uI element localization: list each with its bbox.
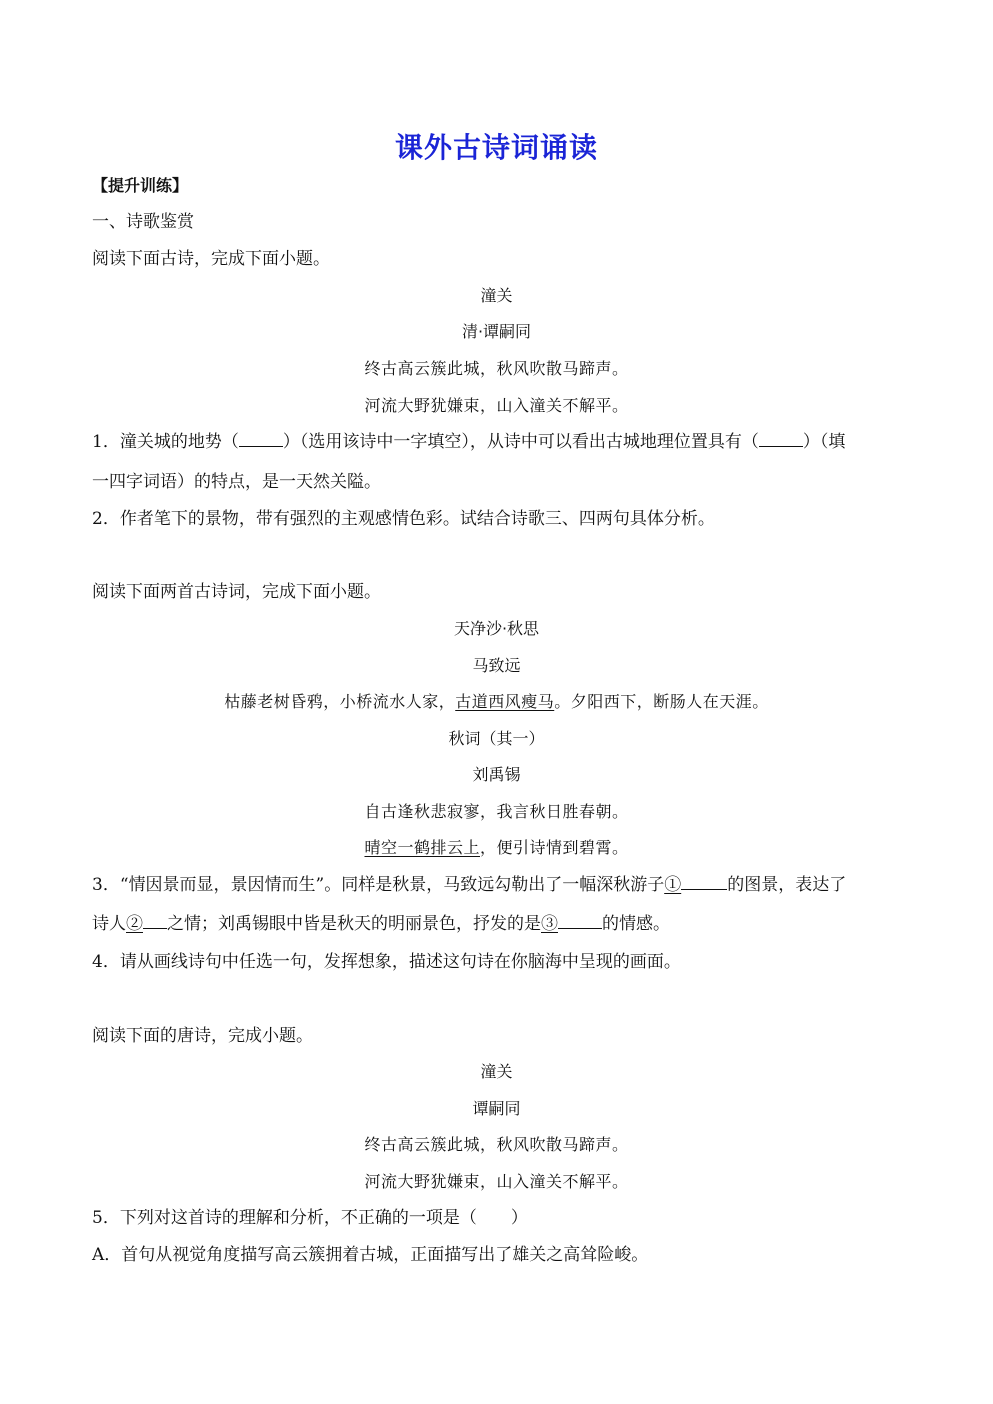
q1-blank2[interactable] [759,430,803,447]
question-3-line2 [92,912,670,936]
q1-blank1[interactable] [239,430,283,447]
q1-part1: 1．潼关城的地势（ [92,432,239,452]
intro-1-text: 阅读下面古诗，完成下面小题。 [92,249,330,269]
q3-blank1[interactable] [681,873,727,890]
poem2-line-a: 枯藤老树昏鸦，小桥流水人家， [224,692,456,711]
q3-blank3[interactable] [558,912,602,929]
poem3-underlined-line: 晴空一鹤排云上 [364,838,480,857]
poem1-line1: 终古高云簇此城，秋风吹散马蹄声。 [364,359,629,378]
poem3-author: 刘禹锡 [472,765,521,784]
page-title: 课外古诗词诵读 [394,131,598,164]
question-5: 5．下列对这首诗的理解和分析，不正确的一项是（ ） [92,1208,528,1228]
q3-line2-a: 诗人 [92,914,126,934]
q3-line2-b: 之情；刘禹锡眼中皆是秋天的明丽景色，抒发的是 [167,914,541,934]
question-1-line2: 一四字词语）的特点，是一天然关隘。 [92,472,381,492]
q3-blank3-label: ③ [541,914,558,934]
q3-blank2[interactable] [143,912,167,929]
poem3-line2 [0,836,993,860]
q1-part3: ）（填 [802,432,846,452]
poem2-underlined-line: 古道西风瘦马 [455,692,555,711]
poem3-title: 秋词（其一） [448,729,545,748]
q3-part1: 3．“情因景而显，景因情而生”。同样是秋景，马致远勾勒出了一幅深秋游子 [92,875,665,895]
poem2-line-b: 。夕阳西下，断肠人在天涯。 [554,692,769,711]
poem1-line2: 河流大野犹嫌束，山入潼关不解平。 [364,396,629,415]
question-1 [92,430,845,454]
question-3 [92,873,846,897]
poem4-title: 潼关 [480,1062,513,1081]
poem3-line2-rest: ，便引诗情到碧霄。 [480,838,629,857]
intro-text-1 [92,247,330,271]
poem4-line2: 河流大野犹嫌束，山入潼关不解平。 [364,1172,629,1191]
poem2-author: 马致远 [472,656,521,675]
poem2-title: 天净沙·秋思 [453,619,540,638]
question-4: 4．请从画线诗句中任选一句，发挥想象，描述这句诗在你脑海中呈现的画面。 [92,952,681,972]
q3-part2: 的图景，表达了 [727,875,847,895]
poem1-author: 清·谭嗣同 [461,322,532,341]
poem1-title: 潼关 [480,286,513,305]
poem4-author: 谭嗣同 [472,1099,521,1118]
q3-line2-c: 的情感。 [602,914,670,934]
q1-part2: ）（选用该诗中一字填空），从诗中可以看出古城地理位置具有（ [282,432,759,452]
part-heading: 一、诗歌鉴赏 [92,212,194,232]
poem4-line1: 终古高云簇此城，秋风吹散马蹄声。 [364,1135,629,1154]
q3-blank2-label: ② [126,914,143,934]
intro-text-2: 阅读下面两首古诗词，完成下面小题。 [92,582,381,602]
poem3-line1: 自古逢秋悲寂寥，我言秋日胜春朝。 [364,802,629,821]
section-label: 【提升训练】 [92,176,189,195]
poem2-line [0,690,993,714]
question-5-option-a[interactable]: A．首句从视觉角度描写高云簇拥着古城，正面描写出了雄关之高耸险峻。 [92,1245,649,1265]
question-2: 2．作者笔下的景物，带有强烈的主观感情色彩。试结合诗歌三、四两句具体分析。 [92,509,715,529]
intro-text-3: 阅读下面的唐诗，完成小题。 [92,1026,313,1046]
q3-blank1-label: ① [664,875,682,895]
